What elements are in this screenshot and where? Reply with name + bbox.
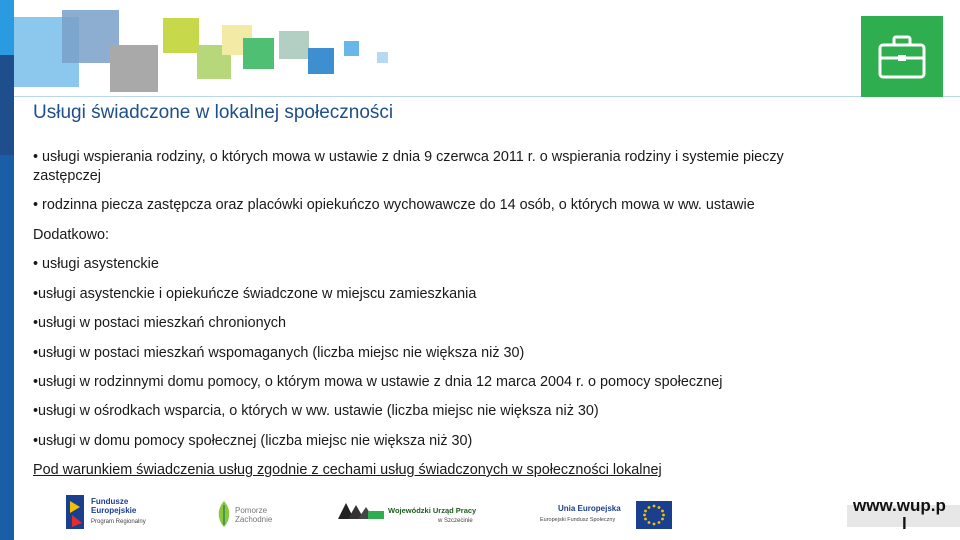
list-item: •usługi w postaci mieszkań wspomaganych (liczba miejsc nie większa niż 30): [33, 345, 525, 361]
unia-europejska-logo: [540, 499, 675, 531]
fe-star-icon: [66, 495, 88, 529]
list-item: • rodzinna piecza zastępcza oraz placówki opiekuńczo wychowawcze do 14 osób, o których mowa w ww. ustawie: [33, 197, 755, 213]
wup-szczecin-logo: [338, 499, 483, 529]
left-accent-bar: [0, 0, 14, 540]
pomorze-line-2: Zachodnie: [235, 515, 273, 524]
list-item: •usługi w postaci mieszkań chronionych: [33, 315, 286, 331]
page-title: Usługi świadczone w lokalnej społeczności: [33, 102, 394, 123]
eu-flag-icon: [636, 501, 672, 529]
wup-emblem-icon: [338, 499, 384, 525]
fe-name-1: Fundusze: [91, 497, 129, 506]
briefcase-icon: [877, 34, 927, 80]
pomorze-zachodnie-logo: [215, 499, 285, 529]
list-item: •usługi w domu pomocy społecznej (liczba miejsc nie większa niż 30): [33, 433, 473, 449]
ue-name: Unia Europejska: [558, 504, 621, 513]
list-item: •usługi w ośrodkach wsparcia, o których w ww. ustawie (liczba miejsc nie większa niż 30): [33, 403, 599, 419]
fundusze-europejskie-logo: [66, 495, 156, 531]
header-divider: [14, 96, 960, 97]
list-item: •usługi w rodzinnymi domu pomocy, o którym mowa w ustawie z dnia 12 marca 2004 r. o pomocy społecznej: [33, 374, 723, 390]
website-line-2: l: [902, 514, 907, 533]
website-line-1: www.wup.p: [853, 496, 946, 515]
footer-logos: [0, 485, 960, 540]
ue-fund: Europejski Fundusz Społeczny: [540, 517, 616, 523]
leaf-icon: [215, 499, 233, 529]
list-item: •usługi asystenckie i opiekuńcze świadczone w miejscu zamieszkania: [33, 286, 477, 302]
wup-city: w Szczecinie: [438, 518, 473, 524]
wup-name: Wojewódzki Urząd Pracy: [388, 506, 477, 515]
briefcase-tile: [861, 16, 943, 97]
section-label: Dodatkowo:: [33, 227, 109, 243]
list-item: • usługi wspierania rodziny, o których mowa w ustawie z dnia 9 czerwca 2011 r. o wspierania rodziny i systemie pieczy: [33, 149, 784, 165]
fe-program: Program Regionalny: [91, 519, 146, 525]
list-item: • usługi asystenckie: [33, 256, 159, 272]
condition-note: Pod warunkiem świadczenia usług zgodnie z cechami usług świadczonych w społeczności lokalnej: [33, 462, 662, 478]
list-item-continuation: zastępczej: [33, 168, 101, 184]
pomorze-line-1: Pomorze: [235, 506, 268, 515]
fe-name-2: Europejskie: [91, 506, 137, 515]
website-address[interactable]: [847, 496, 960, 536]
